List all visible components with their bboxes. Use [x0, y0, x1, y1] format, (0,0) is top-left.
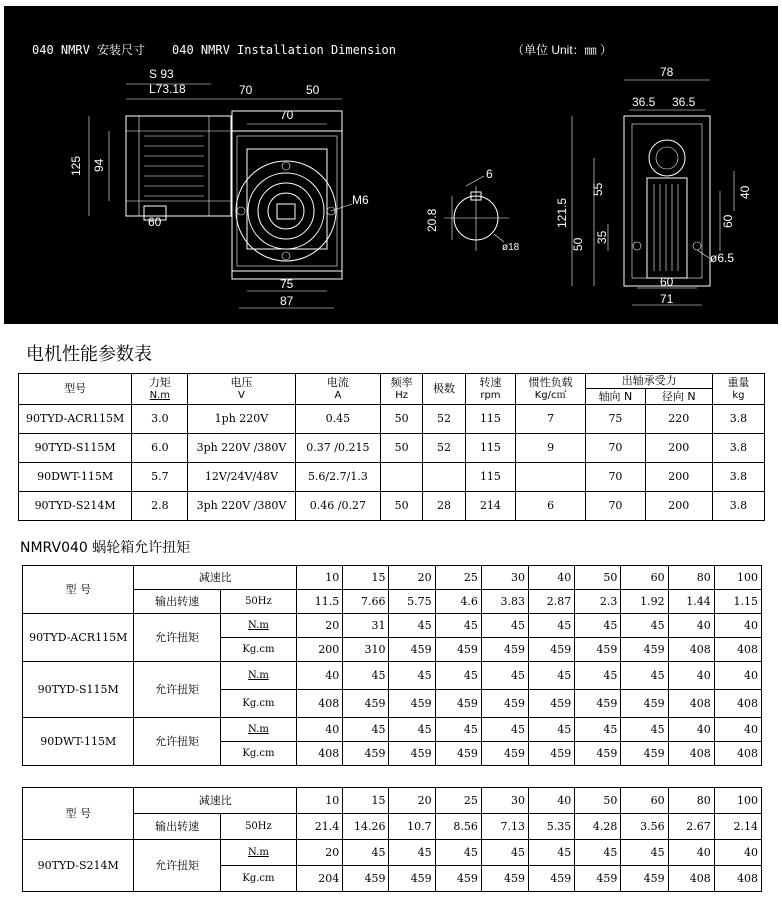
torque-nm-value: 45 [343, 840, 389, 866]
speed-value: 7.66 [343, 590, 389, 614]
cell-weight: 3.8 [712, 434, 764, 463]
cell-radial: 200 [645, 492, 712, 521]
torque-nm-value: 45 [575, 662, 621, 690]
torque-kgcm-value: 459 [529, 690, 575, 718]
cell-voltage: 12V/24V/48V [188, 463, 295, 492]
cell-axial: 70 [586, 492, 645, 521]
header-inertia-label: 惯性负载 [528, 375, 573, 389]
dim-d6-5: ø6.5 [710, 251, 735, 265]
cell-torque: 5.7 [132, 463, 188, 492]
installation-drawing [4, 6, 778, 324]
cell-speed: 115 [465, 463, 515, 492]
cell-poles: 52 [423, 434, 466, 463]
header-axial: 轴向 N [586, 389, 645, 405]
speed-value: 3.56 [621, 814, 668, 840]
cell-speed: 115 [465, 405, 515, 434]
speed-value: 10.7 [389, 814, 435, 840]
ratio-row [23, 566, 762, 590]
header-output-speed: 输出转速 [134, 814, 220, 840]
torque-kgcm-value: 459 [529, 638, 575, 662]
cell-axial: 70 [586, 463, 645, 492]
torque-nm-value: 45 [389, 662, 435, 690]
dim-35: 35 [595, 230, 609, 244]
torque-nm-value: 40 [668, 662, 714, 690]
cell-allowed-torque: 允许扭矩 [134, 614, 220, 662]
torque-nm-value: 45 [529, 614, 575, 638]
header-shaft-load: 出轴承受力 [586, 374, 713, 389]
torque-nm-value: 45 [621, 662, 668, 690]
header-voltage [188, 374, 295, 405]
torque-nm-value: 45 [621, 614, 668, 638]
cell-weight: 3.8 [712, 463, 764, 492]
dim-70-top: 70 [239, 83, 253, 97]
dim-l7318: L73.18 [149, 82, 186, 96]
dim-m6: M6 [352, 193, 369, 207]
cell-current: 0.46 /0.27 [295, 492, 381, 521]
cell-freq: 50 [381, 492, 423, 521]
header-freq [381, 374, 423, 405]
torque-kgcm-value: 459 [621, 742, 668, 766]
cell-unit-nm: N.m [220, 718, 296, 742]
torque-kgcm-value: 408 [668, 638, 714, 662]
ratio-value: 60 [621, 788, 668, 814]
speed-value: 2.87 [529, 590, 575, 614]
torque-nm-value: 45 [481, 718, 528, 742]
header-freq-label: 频率 [390, 375, 413, 389]
torque-kgcm-value: 459 [435, 742, 481, 766]
ratio-value: 100 [714, 566, 761, 590]
torque-nm-value: 45 [435, 840, 481, 866]
front-view [555, 65, 752, 306]
speed-value: 2.14 [714, 814, 761, 840]
cell-inertia: 9 [515, 434, 585, 463]
table-row [23, 662, 762, 690]
ratio-value: 100 [714, 788, 761, 814]
cell-inertia: 7 [515, 405, 585, 434]
drawing-title-en: 040 NMRV Installation Dimension [172, 43, 396, 57]
torque-nm-value: 40 [668, 840, 714, 866]
cell-model: 90DWT-115M [23, 718, 134, 766]
cell-inertia: 6 [515, 492, 585, 521]
dim-50-side: 50 [571, 237, 585, 251]
torque-kgcm-value: 459 [435, 638, 481, 662]
dim-94: 94 [92, 158, 106, 172]
ratio-value: 20 [389, 566, 435, 590]
speed-value: 2.67 [668, 814, 714, 840]
header-voltage-label: 电压 [230, 375, 253, 389]
table-row [19, 405, 765, 434]
torque-kgcm-value: 459 [575, 638, 621, 662]
cell-voltage: 1ph 220V [188, 405, 295, 434]
header-model: 型 号 [23, 788, 134, 840]
torque-nm-value: 20 [297, 614, 343, 638]
header-hz: 50Hz [220, 590, 296, 614]
cell-unit-kgcm: Kg.cm [220, 690, 296, 718]
cell-unit-nm: N.m [220, 662, 296, 690]
dim-75: 75 [280, 277, 294, 291]
header-freq-unit: Hz [395, 389, 409, 401]
torque-kgcm-value: 459 [529, 866, 575, 892]
torque-kgcm-value: 408 [714, 866, 761, 892]
torque-kgcm-value: 200 [297, 638, 343, 662]
dim-6: 6 [486, 167, 493, 181]
cell-model: 90TYD-ACR115M [19, 405, 132, 434]
cell-torque: 6.0 [132, 434, 188, 463]
torque-nm-value: 40 [714, 662, 761, 690]
torque-kgcm-value: 204 [297, 866, 343, 892]
cell-unit-nm: N.m [220, 614, 296, 638]
header-ratio: 减速比 [134, 788, 297, 814]
speed-value: 7.13 [481, 814, 528, 840]
dim-78: 78 [660, 65, 674, 79]
torque-nm-value: 45 [575, 718, 621, 742]
cell-unit-kgcm: Kg.cm [220, 742, 296, 766]
torque-nm-value: 45 [435, 614, 481, 638]
torque-kgcm-value: 459 [389, 638, 435, 662]
speed-value: 3.83 [481, 590, 528, 614]
ratio-value: 80 [668, 566, 714, 590]
table-row [23, 840, 762, 866]
header-hz: 50Hz [220, 814, 296, 840]
cell-torque: 3.0 [132, 405, 188, 434]
speed-value: 8.56 [435, 814, 481, 840]
speed-row [23, 814, 762, 840]
dim-87: 87 [280, 294, 294, 308]
speed-value: 5.75 [389, 590, 435, 614]
torque-kgcm-value: 459 [389, 742, 435, 766]
torque-nm-value: 40 [714, 614, 761, 638]
cell-model: 90TYD-S214M [19, 492, 132, 521]
header-torque [132, 374, 188, 405]
ratio-value: 10 [297, 788, 343, 814]
torque-kgcm-value: 408 [668, 742, 714, 766]
header-inertia [515, 374, 585, 405]
torque-kgcm-value: 459 [481, 690, 528, 718]
dim-36-5-left: 36.5 [632, 95, 656, 109]
header-voltage-unit: V [238, 389, 245, 401]
cell-voltage: 3ph 220V /380V [188, 492, 295, 521]
dim-40: 40 [738, 185, 752, 199]
torque-nm-value: 45 [481, 840, 528, 866]
speed-value: 14.26 [343, 814, 389, 840]
speed-value: 4.28 [575, 814, 621, 840]
cell-inertia [515, 463, 585, 492]
speed-value: 11.5 [297, 590, 343, 614]
cell-unit-nm: N.m [220, 840, 296, 866]
ratio-value: 30 [481, 788, 528, 814]
torque-nm-value: 45 [529, 662, 575, 690]
speed-value: 2.3 [575, 590, 621, 614]
header-current [295, 374, 381, 405]
table-row [23, 614, 762, 638]
torque-nm-value: 45 [389, 614, 435, 638]
torque-nm-value: 45 [575, 840, 621, 866]
torque-kgcm-value: 459 [343, 866, 389, 892]
cell-model: 90TYD-S115M [19, 434, 132, 463]
torque-nm-value: 40 [297, 662, 343, 690]
shaft-section-view [425, 167, 520, 253]
ratio-value: 15 [343, 566, 389, 590]
cell-freq: 50 [381, 405, 423, 434]
ratio-row [23, 788, 762, 814]
cell-freq: 50 [381, 434, 423, 463]
ratio-value: 30 [481, 566, 528, 590]
torque-kgcm-value: 459 [575, 690, 621, 718]
dim-70-inner: 70 [280, 108, 294, 122]
cell-weight: 3.8 [712, 405, 764, 434]
cell-allowed-torque: 允许扭矩 [134, 662, 220, 718]
header-poles: 极数 [423, 374, 466, 405]
header-model: 型号 [19, 374, 132, 405]
torque-nm-value: 45 [343, 662, 389, 690]
torque-table-1 [22, 565, 762, 766]
cell-weight: 3.8 [712, 492, 764, 521]
dim-71: 71 [660, 292, 674, 306]
cell-freq [381, 463, 423, 492]
dim-55: 55 [591, 182, 605, 196]
header-weight [712, 374, 764, 405]
cell-allowed-torque: 允许扭矩 [134, 840, 220, 892]
header-model: 型 号 [23, 566, 134, 614]
torque-kgcm-value: 408 [668, 690, 714, 718]
ratio-value: 80 [668, 788, 714, 814]
dim-s93: S 93 [149, 67, 174, 81]
dim-121-5: 121.5 [555, 197, 569, 228]
torque-nm-value: 45 [389, 718, 435, 742]
torque-nm-value: 45 [529, 718, 575, 742]
torque-nm-value: 40 [714, 718, 761, 742]
header-speed [465, 374, 515, 405]
speed-value: 1.92 [621, 590, 668, 614]
speed-value: 1.15 [714, 590, 761, 614]
torque-title: NMRV040 蜗轮箱允许扭矩 [20, 540, 191, 556]
ratio-value: 40 [529, 788, 575, 814]
torque-nm-value: 45 [435, 718, 481, 742]
cell-model: 90DWT-115M [19, 463, 132, 492]
torque-kgcm-value: 459 [621, 866, 668, 892]
torque-nm-value: 45 [575, 614, 621, 638]
torque-nm-value: 20 [297, 840, 343, 866]
cell-model: 90TYD-S214M [23, 840, 134, 892]
torque-kgcm-value: 459 [481, 866, 528, 892]
torque-kgcm-value: 408 [714, 638, 761, 662]
drawing-title-cn: 040 NMRV 安装尺寸 [32, 43, 146, 57]
cell-axial: 70 [586, 434, 645, 463]
cell-model: 90TYD-ACR115M [23, 614, 134, 662]
table-row [23, 718, 762, 742]
cell-speed: 214 [465, 492, 515, 521]
dim-d18: ø18 [502, 242, 520, 253]
ratio-value: 20 [389, 788, 435, 814]
torque-nm-value: 45 [621, 840, 668, 866]
speed-value: 21.4 [297, 814, 343, 840]
torque-kgcm-value: 408 [714, 690, 761, 718]
header-current-label: 电流 [326, 375, 349, 389]
header-weight-label: 重量 [727, 375, 750, 389]
header-radial: 径向 N [645, 389, 712, 405]
cell-model: 90TYD-S115M [23, 662, 134, 718]
torque-nm-value: 45 [435, 662, 481, 690]
table-row [19, 434, 765, 463]
dim-20-8: 20.8 [425, 208, 439, 232]
torque-kgcm-value: 459 [435, 690, 481, 718]
cell-current: 5.6/2.7/1.3 [295, 463, 381, 492]
torque-nm-value: 45 [389, 840, 435, 866]
torque-nm-value: 40 [668, 718, 714, 742]
torque-kgcm-value: 408 [668, 866, 714, 892]
speed-value: 1.44 [668, 590, 714, 614]
torque-kgcm-value: 459 [435, 866, 481, 892]
torque-nm-value: 45 [529, 840, 575, 866]
header-output-speed: 输出转速 [134, 590, 220, 614]
dimension-drawing-svg [4, 6, 778, 324]
dim-60-small: 60 [148, 215, 162, 229]
torque-nm-value: 45 [481, 614, 528, 638]
ratio-value: 40 [529, 566, 575, 590]
torque-nm-value: 45 [343, 718, 389, 742]
torque-kgcm-value: 459 [621, 690, 668, 718]
torque-table-2 [22, 787, 762, 892]
dim-125: 125 [69, 155, 83, 176]
drawing-unit: （单位 Unit：㎜ ） [512, 43, 613, 57]
torque-kgcm-value: 408 [714, 742, 761, 766]
performance-table [18, 373, 765, 521]
side-view [69, 67, 369, 308]
torque-kgcm-value: 459 [389, 690, 435, 718]
header-torque-label: 力矩 [148, 375, 171, 389]
torque-kgcm-value: 459 [529, 742, 575, 766]
torque-kgcm-value: 459 [621, 638, 668, 662]
cell-unit-kgcm: Kg.cm [220, 638, 296, 662]
cell-radial: 200 [645, 463, 712, 492]
cell-radial: 220 [645, 405, 712, 434]
torque-nm-value: 40 [297, 718, 343, 742]
header-inertia-unit: Kg/c㎡ [534, 389, 567, 401]
ratio-value: 25 [435, 566, 481, 590]
table-row [19, 492, 765, 521]
cell-radial: 200 [645, 434, 712, 463]
torque-kgcm-value: 459 [575, 742, 621, 766]
ratio-value: 15 [343, 788, 389, 814]
cell-axial: 75 [586, 405, 645, 434]
header-speed-unit: rpm [480, 389, 501, 401]
ratio-value: 50 [575, 566, 621, 590]
dim-60-bottom: 60 [660, 275, 674, 289]
torque-nm-value: 40 [668, 614, 714, 638]
torque-nm-value: 40 [714, 840, 761, 866]
cell-current: 0.37 /0.215 [295, 434, 381, 463]
torque-kgcm-value: 408 [297, 742, 343, 766]
header-torque-unit: N.m [149, 389, 171, 401]
torque-kgcm-value: 459 [343, 742, 389, 766]
ratio-value: 60 [621, 566, 668, 590]
speed-value: 5.35 [529, 814, 575, 840]
ratio-value: 10 [297, 566, 343, 590]
header-current-unit: A [334, 389, 342, 401]
header-speed-label: 转速 [479, 375, 502, 389]
cell-speed: 115 [465, 434, 515, 463]
torque-kgcm-value: 459 [575, 866, 621, 892]
cell-unit-kgcm: Kg.cm [220, 866, 296, 892]
cell-poles: 28 [423, 492, 466, 521]
cell-current: 0.45 [295, 405, 381, 434]
torque-kgcm-value: 459 [343, 690, 389, 718]
cell-poles [423, 463, 466, 492]
torque-kgcm-value: 310 [343, 638, 389, 662]
header-weight-unit: kg [732, 389, 745, 401]
dim-60-side: 60 [721, 214, 735, 228]
torque-nm-value: 31 [343, 614, 389, 638]
torque-kgcm-value: 408 [297, 690, 343, 718]
speed-value: 4.6 [435, 590, 481, 614]
cell-allowed-torque: 允许扭矩 [134, 718, 220, 766]
cell-poles: 52 [423, 405, 466, 434]
torque-kgcm-value: 459 [389, 866, 435, 892]
table-row [19, 463, 765, 492]
cell-torque: 2.8 [132, 492, 188, 521]
ratio-value: 50 [575, 788, 621, 814]
torque-nm-value: 45 [481, 662, 528, 690]
header-ratio: 减速比 [134, 566, 297, 590]
torque-nm-value: 45 [621, 718, 668, 742]
speed-row [23, 590, 762, 614]
dim-36-5-right: 36.5 [672, 95, 696, 109]
dim-50-top: 50 [306, 83, 320, 97]
torque-kgcm-value: 459 [481, 742, 528, 766]
performance-title: 电机性能参数表 [26, 344, 152, 365]
ratio-value: 25 [435, 788, 481, 814]
cell-voltage: 3ph 220V /380V [188, 434, 295, 463]
torque-kgcm-value: 459 [481, 638, 528, 662]
